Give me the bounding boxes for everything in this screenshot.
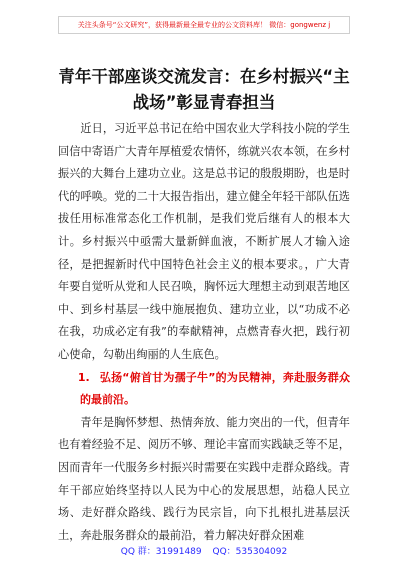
section-number: 1. <box>77 370 90 384</box>
section-heading <box>58 367 350 412</box>
footer-qq: QQ：535304092 <box>212 547 288 557</box>
document-title: 青年干部座谈交流发言：在乡村振兴“主战场”彰显青春担当 <box>58 67 350 112</box>
footer-qq-group: QQ 群：31991489 <box>120 547 202 557</box>
page-footer <box>0 544 408 557</box>
promo-banner: 关注头条号“公文研究”，获得最新最全最专业的公文资料库！ 微信：gongwenz j <box>58 16 350 34</box>
body-paragraph: 近日，习近平总书记在给中国农业大学科技小院的学生回信中寄语广大青年厚植爱农情怀，练就兴农本领，在乡村振兴的大舞台上建功立业。这是总书记的殷殷期盼，也是时代的呼唤。党的二十大报告指出，建立健全年轻干部队伍选拔任用标准常态化工作机制，是我们党后继有人的根本大计。乡村振兴中亟需大量新鲜血液，不断扩展人才输入途径，是把握新时代中国特色社会主义的根本要求。，广大青年要自觉听从党和人民召唤，胸怀远大理想主动到艰苦地区中、到乡村基层一线中施展抱负、建功立业，以“功成不必在我，功成必定有我”的奉献精神，点燃青春火把，践行初心使命，勾勒出绚丽的人生底色。 <box>58 122 350 361</box>
body-paragraph: 青年是胸怀梦想、热情奔放、能力突出的一代，但青年也有着经验不足、阅历不够、理论丰富而实践缺乏等不足，因而青年一代服务乡村振兴时需要在实践中走群众路线。青年干部应始终坚持以人民为中心的发展思想，站稳人民立场、走好群众路线、践行为民宗旨，向下扎根扎进基层沃土，奔赴服务群众的最前沿，着力解决好群众困难 <box>58 415 350 542</box>
document-body <box>58 118 350 547</box>
section-heading-text: 弘扬“俯首甘为孺子牛”的为民精神，奔赴服务群众的最前沿。 <box>80 370 350 407</box>
